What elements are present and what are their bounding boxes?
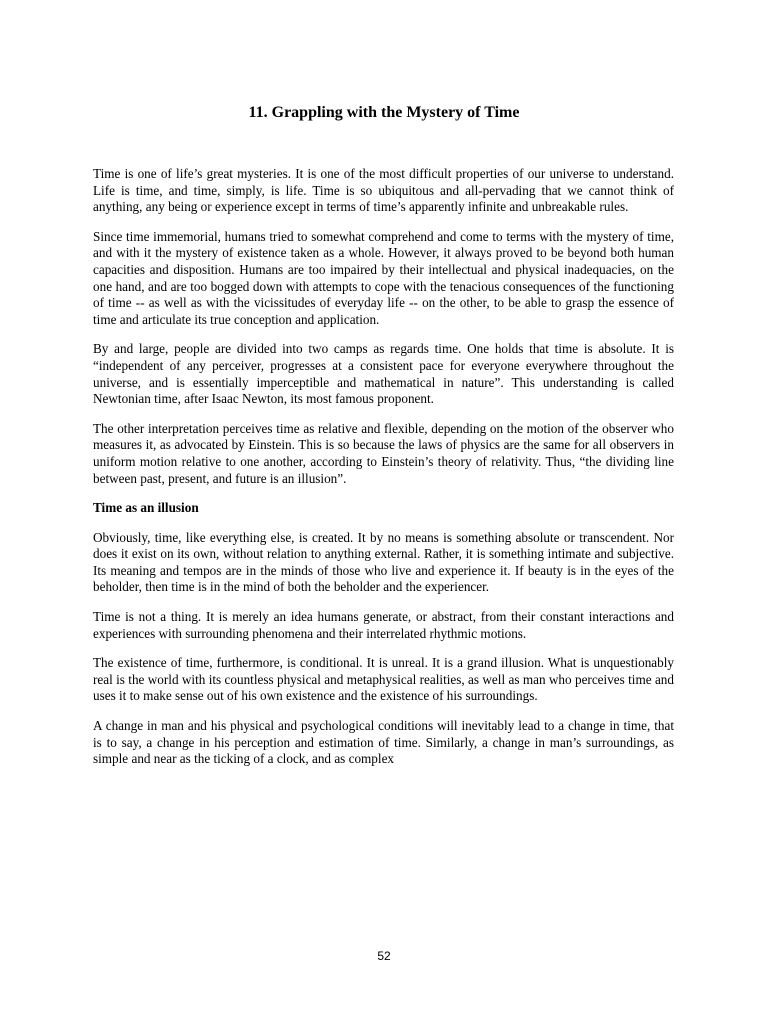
paragraph: The other interpretation perceives time as relative and flexible, depending on the motion of the observer who measures it, as advocated by Einstein. This is so because the laws of physics are the same for all observers in uniform motion relative to one another, according to Einstein’s theory of relativity. Thus, “the dividing line between past, present, and future is an illusion”. [93, 420, 674, 486]
page-number: 52 [377, 949, 391, 963]
paragraph: Obviously, time, like everything else, is created. It by no means is something absolute or transcendent. Nor does it exist on its own, without relation to anything external. Rather, it is something intimate and subjective. Its meaning and tempos are in the minds of those who live and experience it. If beauty is in the eyes of the beholder, then time is in the mind of both the beholder and the experiencer. [93, 529, 674, 595]
section-heading: Time as an illusion [93, 500, 199, 516]
paragraph: Since time immemorial, humans tried to somewhat comprehend and come to terms with the mystery of time, and with it the mystery of existence taken as a whole. However, it always proved to be beyond both human capacities and disposition. Humans are too impaired by their intellectual and physical inadequacies, on the one hand, and are too bogged down with attempts to cope with the tenacious consequences of the functioning of time -- as well as with the vicissitudes of everyday life -- on the other, to be able to grasp the essence of time and articulate its true conception and application. [93, 228, 674, 327]
paragraph: Time is not a thing. It is merely an idea humans generate, or abstract, from their constant interactions and experiences with surrounding phenomena and their interrelated rhythmic motions. [93, 609, 674, 641]
body-text [93, 166, 674, 781]
paragraph: Time is one of life’s great mysteries. It is one of the most difficult properties of our universe to understand. Life is time, and time, simply, is life. Time is so ubiquitous and all-pervading that we cannot think of anything, any being or experience except in terms of time’s apparently infinite and unbreakable rules. [93, 166, 674, 215]
paragraph: A change in man and his physical and psychological conditions will inevitably lead to a change in time, that is to say, a change in his perception and estimation of time. Similarly, a change in man’s surroundings, as simple and near as the ticking of a clock, and as complex [93, 718, 674, 767]
paragraph: By and large, people are divided into two camps as regards time. One holds that time is absolute. It is “independent of any perceiver, progresses at a consistent pace for everyone everywhere throughout the universe, and is essentially imperceptible and mathematical in nature”. This understanding is called Newtonian time, after Isaac Newton, its most famous proponent. [93, 341, 674, 407]
chapter-title: 11. Grappling with the Mystery of Time [248, 104, 520, 121]
paragraph: The existence of time, furthermore, is conditional. It is unreal. It is a grand illusion. What is unquestionably real is the world with its countless physical and metaphysical realities, as well as man who perceives time and uses it to make sense out of his own existence and the existence of his surroundings. [93, 655, 674, 704]
